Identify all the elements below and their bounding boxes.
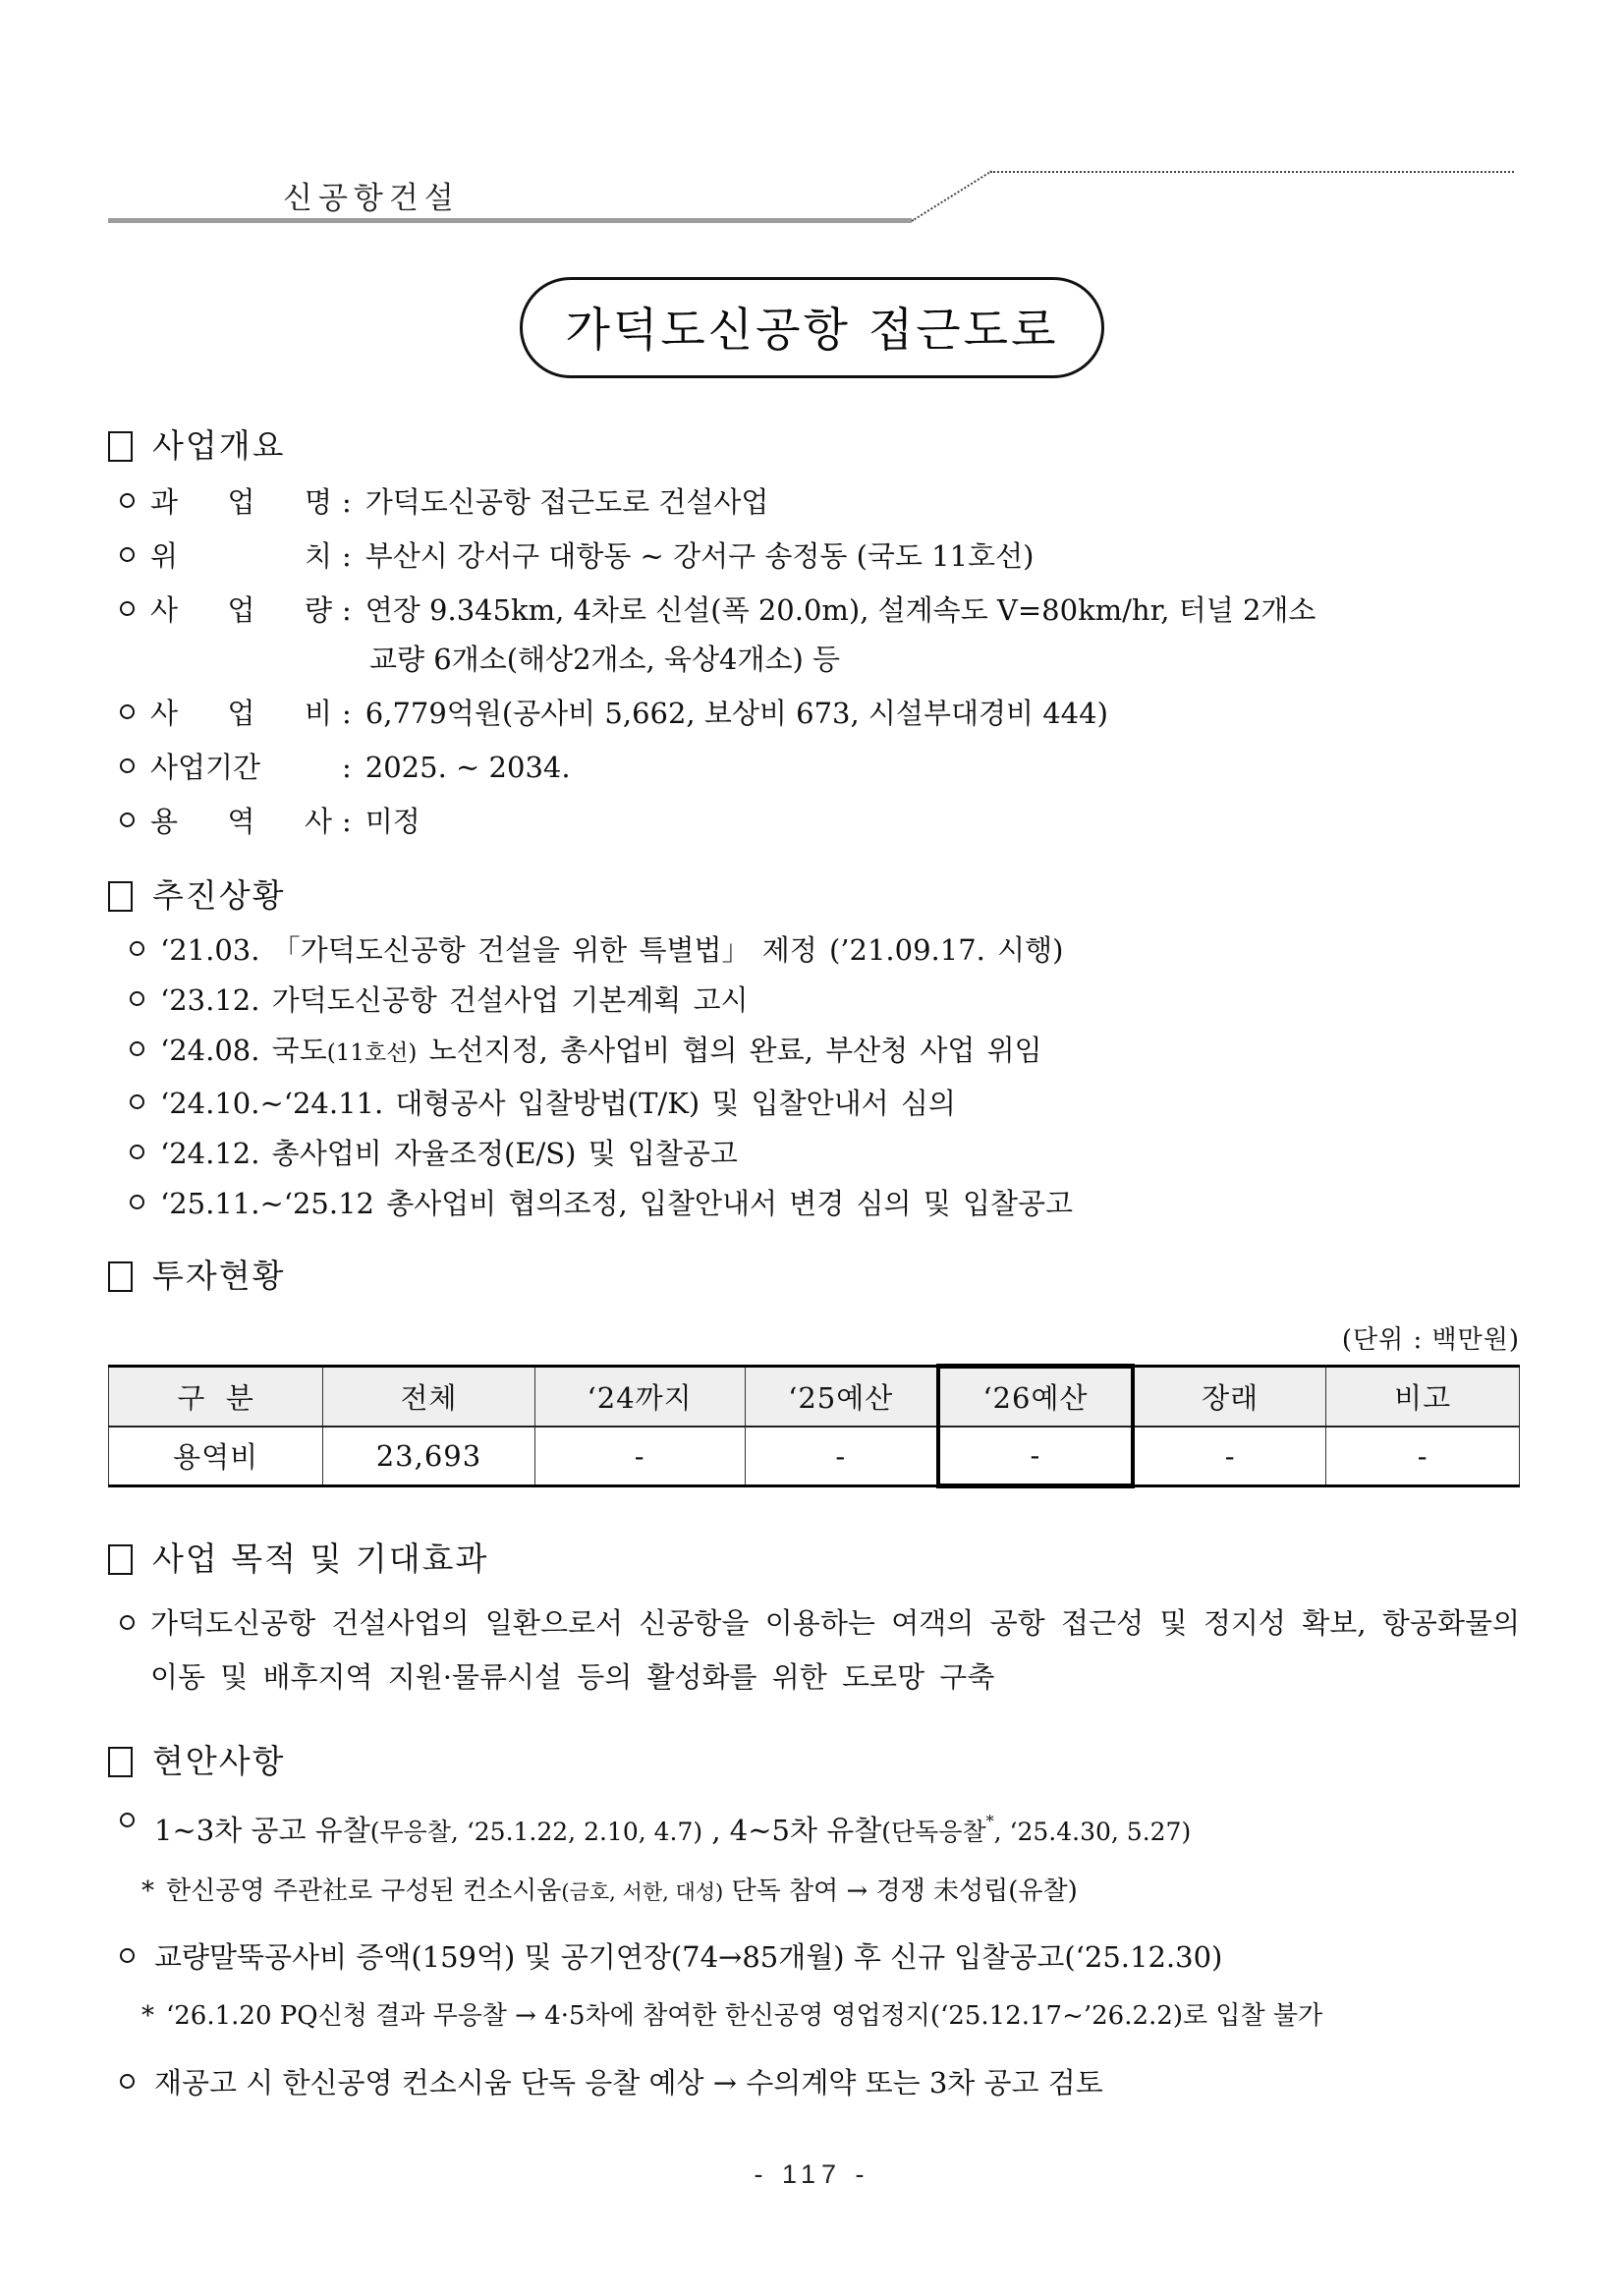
section-heading-progress (108, 874, 1520, 918)
field-label: 용 역 사 (150, 805, 332, 838)
overview-item-location (108, 536, 1520, 576)
footnote-asterisk: * (985, 1812, 994, 1830)
field-value: 연장 9.345km, 4차로 신설(폭 20.0m), 설계속도 V=80km/hr, 터널 2개소 (364, 593, 1316, 627)
issue-text-b: (무응찰, ‘25.1.22, 2.10, 4.7) (369, 1818, 703, 1846)
footnote-text-c: 단독 참여 → 경쟁 未성립(유찰) (723, 1876, 1078, 1906)
cell-remarks: - (1326, 1427, 1520, 1486)
section-title: 현안사항 (152, 1742, 286, 1780)
circle-bullet-icon (130, 991, 144, 1006)
field-colon: : (342, 751, 352, 784)
field-label: 사 업 비 (150, 697, 332, 730)
issue-text (154, 1801, 1191, 1853)
field-colon: : (342, 593, 352, 627)
purpose-text: 가덕도신공항 건설사업의 일환으로서 신공항을 이용하는 여객의 공항 접근성 및 정지성 확보, 항공화물의 이동 및 배후지역 지원·물류시설 등의 활성화를 위한 도로망 구축 (150, 1606, 1520, 1694)
section-title: 사업개요 (152, 426, 286, 465)
title-row (0, 277, 1624, 378)
issue-text: 재공고 시 한신공영 컨소시움 단독 응찰 예상 → 수의계약 또는 3차 공고 검토 (154, 2066, 1103, 2100)
col-header-remarks: 비고 (1326, 1367, 1520, 1427)
field-colon: : (342, 697, 352, 730)
page-number: - 117 - (754, 2159, 870, 2189)
circle-bullet-icon (130, 941, 144, 956)
chapter-label: 신공항건설 (283, 181, 460, 216)
progress-item (108, 1186, 1520, 1221)
circle-bullet-icon (120, 758, 135, 773)
square-bullet-icon (108, 1544, 133, 1575)
cell-budget26: - (938, 1427, 1133, 1486)
circle-bullet-icon (120, 2074, 135, 2089)
header-rule-line (108, 218, 912, 223)
field-value: 가덕도신공항 접근도로 건설사업 (364, 485, 769, 519)
field-colon: : (342, 485, 352, 519)
col-header-budget25: ‘25예산 (745, 1367, 938, 1427)
footnote-marker: * (141, 1876, 154, 1906)
circle-bullet-icon (120, 493, 135, 508)
progress-text-post: 노선지정, 총사업비 협의 완료, 부산청 사업 위임 (417, 1034, 1042, 1067)
field-value: 6,779억원(공사비 5,662, 보상비 673, 시설부대경비 444) (364, 697, 1108, 730)
progress-text: ‘21.03. 「가덕도신공항 건설을 위한 특별법」 제정 (’21.09.17. 시행) (160, 933, 1064, 967)
document-content (108, 417, 1520, 2103)
progress-text-pre: ‘24.08. 국도 (160, 1034, 327, 1067)
progress-text: ‘25.11.~‘25.12 총사업비 협의조정, 입찰안내서 변경 심의 및 입찰공고 (160, 1187, 1074, 1220)
cell-budget25: - (745, 1427, 938, 1486)
cell-total: 23,693 (323, 1427, 534, 1486)
issue-item-bid-failures (108, 1801, 1520, 1853)
cell-category: 용역비 (109, 1427, 323, 1486)
issue-text-c: , 4~5차 유찰 (702, 1814, 882, 1847)
progress-text-small: (11호선) (326, 1040, 418, 1066)
overview-item-contractor (108, 802, 1520, 841)
overview-item-period (108, 748, 1520, 787)
square-bullet-icon (108, 881, 133, 912)
col-header-category: 구 분 (109, 1367, 323, 1427)
section-title: 사업 목적 및 기대효과 (152, 1540, 489, 1578)
progress-text (160, 1033, 1042, 1071)
footnote-text-b: (금호, 서한, 대성) (561, 1880, 724, 1904)
col-header-until24: ‘24까지 (534, 1367, 745, 1427)
table-row (109, 1427, 1520, 1486)
section-heading-investment (108, 1255, 1520, 1298)
circle-bullet-icon (130, 1041, 144, 1056)
progress-item (108, 982, 1520, 1018)
footnote-pq-result (108, 1997, 1520, 2035)
field-colon: : (342, 539, 352, 573)
overview-item-cost (108, 694, 1520, 733)
issue-text: 교량말뚝공사비 증액(159억) 및 공기연장(74→85개월) 후 신규 입찰공고(‘25.12.30) (154, 1940, 1223, 1974)
section-heading-purpose (108, 1538, 1520, 1581)
field-value: 부산시 강서구 대항동 ~ 강서구 송정동 (국도 11호선) (364, 539, 1035, 573)
circle-bullet-icon (120, 1615, 135, 1630)
cell-until24: - (534, 1427, 745, 1486)
progress-item (108, 1033, 1520, 1071)
section-heading-issues (108, 1740, 1520, 1783)
header-dotted-line (990, 171, 1514, 173)
unit-note: (단위 : 백만원) (1341, 1325, 1520, 1355)
circle-bullet-icon (130, 1094, 144, 1109)
col-header-total: 전체 (323, 1367, 534, 1427)
circle-bullet-icon (130, 1195, 144, 1209)
overview-item-project-name (108, 482, 1520, 522)
investment-table (108, 1364, 1520, 1488)
field-label: 사 업 량 (150, 593, 332, 627)
field-value: 2025. ~ 2034. (364, 751, 571, 784)
issue-item-rebid (108, 1936, 1520, 1978)
circle-bullet-icon (130, 1145, 144, 1159)
footnote-text-a: 한신공영 주관社로 구성된 컨소시움 (166, 1876, 562, 1906)
progress-text: ‘24.12. 총사업비 자율조정(E/S) 및 입찰공고 (160, 1137, 738, 1170)
section-heading-overview (108, 424, 1520, 468)
progress-text: ‘23.12. 가덕도신공항 건설사업 기본계획 고시 (160, 983, 749, 1017)
issue-text-e: , ‘25.4.30, 5.27) (993, 1818, 1192, 1846)
footnote-text (166, 1873, 1078, 1911)
page-title: 가덕도신공항 접근도로 (520, 277, 1105, 378)
field-label: 과 업 명 (150, 485, 332, 519)
page-header (0, 0, 1624, 255)
circle-bullet-icon (120, 1948, 135, 1963)
issue-text-d: (단독응찰 (881, 1818, 986, 1846)
footnote-consortium (108, 1873, 1520, 1911)
col-header-future: 장래 (1133, 1367, 1326, 1427)
section-title: 투자현황 (152, 1257, 286, 1295)
section-title: 추진상황 (152, 876, 286, 915)
cell-future: - (1133, 1427, 1326, 1486)
table-header-row (109, 1367, 1520, 1427)
overview-item-scope (108, 590, 1520, 630)
circle-bullet-icon (120, 547, 135, 562)
field-value: 미정 (364, 805, 420, 838)
circle-bullet-icon (120, 601, 135, 616)
overview-item-scope-continued: 교량 6개소(해상2개소, 육상4개소) 등 (369, 643, 841, 676)
circle-bullet-icon (120, 1813, 135, 1827)
progress-item (108, 932, 1520, 968)
field-label: 사업기간 (150, 751, 261, 784)
field-label: 위 치 (150, 539, 332, 573)
progress-item (108, 1136, 1520, 1171)
footnote-marker: * (141, 2001, 154, 2031)
col-header-budget26: ‘26예산 (938, 1367, 1133, 1427)
header-diagonal-line (911, 170, 991, 222)
progress-text: ‘24.10.~‘24.11. 대형공사 입찰방법(T/K) 및 입찰안내서 심의 (160, 1087, 956, 1120)
progress-item (108, 1086, 1520, 1121)
square-bullet-icon (108, 1747, 133, 1777)
square-bullet-icon (108, 431, 133, 462)
issue-text-a: 1~3차 공고 유찰 (154, 1814, 370, 1847)
purpose-paragraph (108, 1596, 1520, 1705)
square-bullet-icon (108, 1261, 133, 1292)
issue-item-renotice (108, 2062, 1520, 2103)
circle-bullet-icon (120, 812, 135, 827)
circle-bullet-icon (120, 704, 135, 719)
footnote-text: ‘26.1.20 PQ신청 결과 무응찰 → 4·5차에 참여한 한신공영 영업정지(‘25.12.17~’26.2.2)로 입찰 불가 (166, 2001, 1323, 2031)
field-colon: : (342, 805, 352, 838)
